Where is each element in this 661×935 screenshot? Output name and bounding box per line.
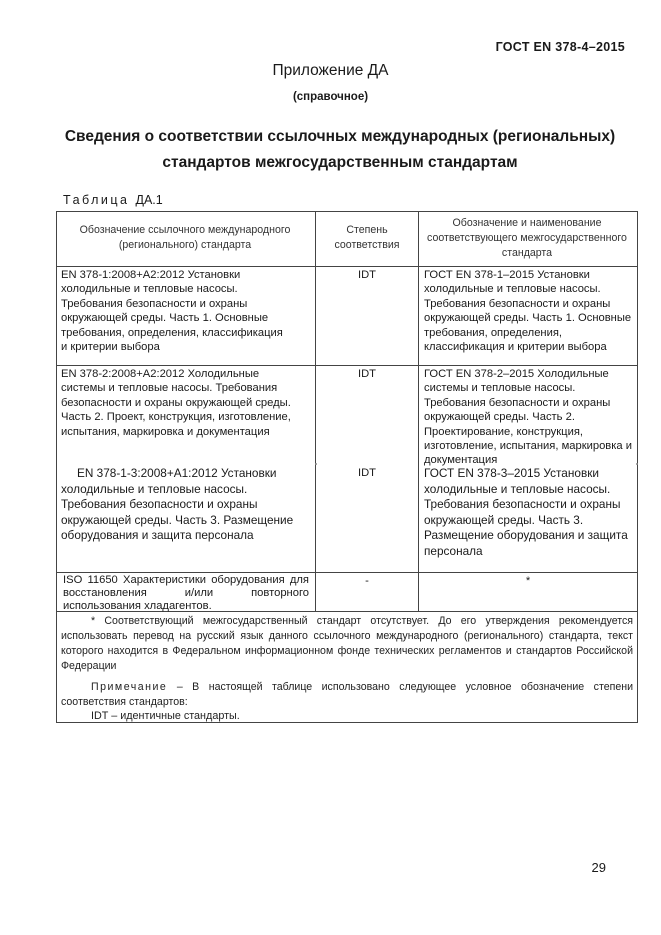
table-caption-word: Таблица [63,193,130,207]
row-divider [57,572,637,573]
table-note [61,680,633,710]
table-cell-reference: ISO 11650 Характеристики оборудования для восстановления и/или повторного использования хладагентов. [63,574,309,612]
standard-code: ГОСТ EN 378-4–2015 [495,40,625,54]
note-item: IDT – идентичные стандарты. [91,710,240,722]
column-divider [315,212,316,611]
table-cell-reference: EN 378-1-3:2008+A1:2012 Установки холодильные и тепловые насосы. Требования безопасности и охраны окружающей среды. Часть 3. Размещение оборудования и защита персонала [61,466,294,542]
note-text: – В настоящей таблице использовано следующее условное обозначение степени соответствия стандартов: [61,681,633,708]
annex-title: Приложение ДА [272,62,389,79]
column-divider [418,212,419,611]
table-cell-reference: EN 378-2:2008+A2:2012 Холодильные системы и тепловые насосы. Требования безопасности и охраны окружающей среды. Часть 2. Проект, конструкция, изготовление, испытания, маркировка и документация [61,368,291,438]
table-cell-interstate: * [525,575,531,587]
footnote-text: * Соответствующий межгосударственный стандарт отсутствует. До его утверждения рекомендуется использовать перевод на русский язык данного ссылочного международного (регионального) стандарта, текст которого находится в Федеральном информационном фонде технических регламентов и стандартов Российской Федерации [61,615,633,672]
column-header-degree: Степень соответствия [334,224,400,251]
table-cell-degree: IDT [357,467,377,479]
table-cell-degree: - [365,575,369,587]
column-header-interstate: Обозначение и наименование соответствующего межгосударственного стандарта [427,217,627,259]
main-title-line-1: Сведения о соответствии ссылочных международных (региональных) [64,128,616,145]
main-title-line-2: стандартов межгосударственным стандартам [162,154,518,171]
table-cell-degree: IDT [357,368,377,380]
table-caption-number: ДА.1 [135,193,163,207]
cell-mark [315,463,317,465]
cell-mark [636,463,638,465]
table-cell-degree: IDT [357,269,377,281]
annex-note: (справочное) [292,91,369,103]
row-divider [57,365,637,366]
table-cell-interstate: ГОСТ EN 378-2–2015 Холодильные системы и тепловые насосы. Требования безопасности и охраны окружающей среды. Часть 2. Проектирование, конструкция, изготовление, испытания, маркировка и документация [424,368,632,467]
page-number: 29 [591,860,606,875]
table-caption [63,193,163,207]
note-label: Примечание [91,681,168,693]
table-cell-interstate: ГОСТ EN 378-1–2015 Установки холодильные и тепловые насосы. Требования безопасности и охраны окружающей среды. Часть 1. Основные требования, определения, классификация и критерии выбора [424,269,632,354]
main-title [40,124,640,176]
table-cell-reference: EN 378-1:2008+A2:2012 Установки холодильные и тепловые насосы. Требования безопасности и охраны окружающей среды. Часть 1. Основные требования, определения, классификация и критерии выбора [61,269,283,354]
correspondence-table [56,211,638,723]
column-header-reference: Обозначение ссылочного международного (регионального) стандарта [79,224,291,251]
table-cell-interstate: ГОСТ EN 378-3–2015 Установки холодильные и тепловые насосы. Требования безопасности и охраны окружающей среды. Часть 3. Размещение оборудования и защита персонала [424,466,628,558]
table-footnote [61,614,633,674]
row-divider [57,266,637,267]
